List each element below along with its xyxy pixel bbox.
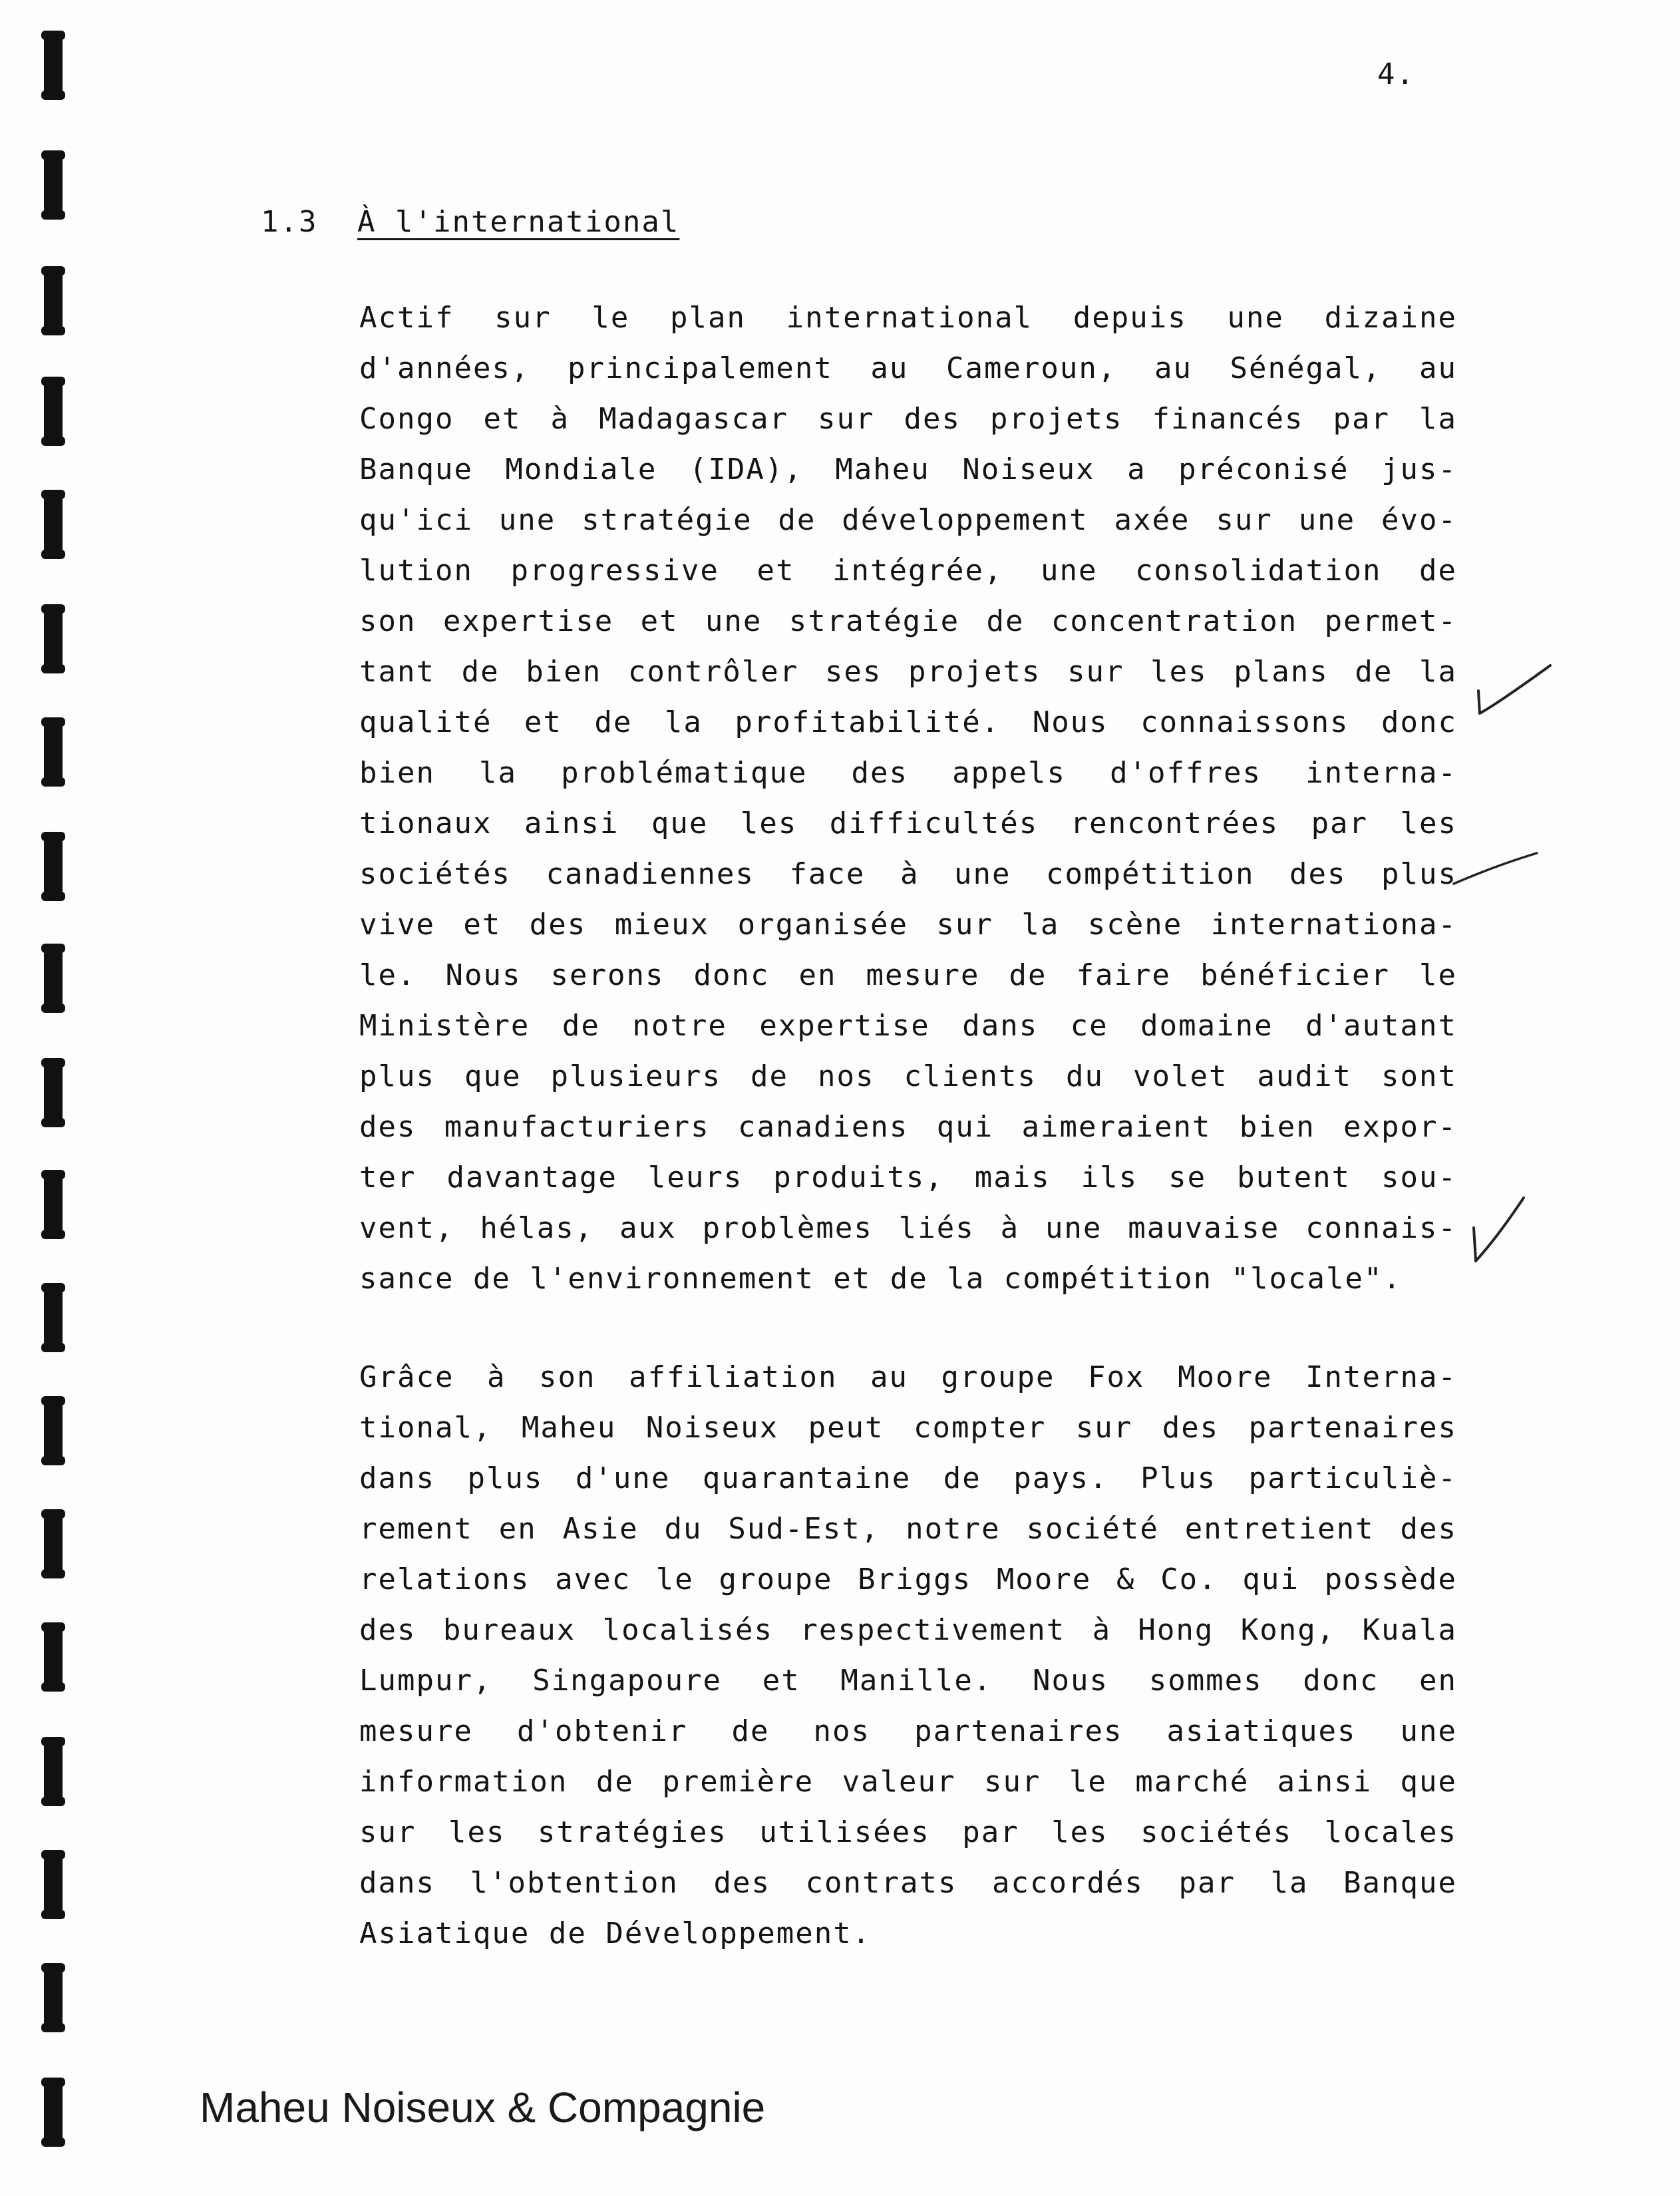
binding-mark [44,1171,63,1238]
text-line: tionaux ainsi que les difficultés rencontrées par les [359,807,1457,840]
binding-mark [44,152,63,218]
text-line: son expertise et une stratégie de concentration permet- [359,604,1457,638]
binding-mark [44,1964,63,2031]
section-title: À l'international [357,205,680,239]
text-line: sociétés canadiennes face à une compétition des plus [359,857,1457,891]
binding-mark [44,2079,63,2145]
text-line: bien la problématique des appels d'offres interna- [359,756,1457,790]
page-number: 4. [1377,57,1415,91]
text-line: Lumpur, Singapoure et Manille. Nous sommes donc en [359,1664,1457,1698]
text-line: plus que plusieurs de nos clients du volet audit sont [359,1059,1457,1093]
text-line: lution progressive et intégrée, une consolidation de [359,554,1457,588]
text-line: Grâce à son affiliation au groupe Fox Moore Interna- [359,1360,1457,1394]
text-line: qu'ici une stratégie de développement axée sur une évo- [359,503,1457,537]
section-number: 1.3 [261,205,318,239]
text-line: tional, Maheu Noiseux peut compter sur des partenaires [359,1411,1457,1445]
footer-firm-name: Maheu Noiseux & Compagnie [200,2084,766,2131]
text-line: information de première valeur sur le marché ainsi que [359,1765,1457,1799]
binding-mark [44,833,63,900]
paragraph-international-activity [359,293,1457,1304]
text-line: Asiatique de Développement. [359,1917,872,1950]
binding-mark [44,1738,63,1805]
binding-mark [44,1624,63,1690]
binding-mark [44,378,63,445]
binding-mark [44,1851,63,1918]
text-line: vive et des mieux organisée sur la scène internationa- [359,908,1457,942]
binding-mark [44,491,63,558]
section-heading [261,205,679,239]
text-line: qualité et de la profitabilité. Nous connaissons donc [359,705,1457,739]
paragraph-fox-moore-affiliation [359,1352,1457,1959]
text-line: Ministère de notre expertise dans ce domaine d'autant [359,1009,1457,1043]
text-line: sance de l'environnement et de la compétition "locale". [359,1262,1402,1296]
binding-mark [44,606,63,672]
text-line: relations avec le groupe Briggs Moore & Co. qui possède [359,1562,1457,1596]
text-line: des bureaux localisés respectivement à Hong Kong, Kuala [359,1613,1457,1647]
binding-mark [44,1284,63,1351]
text-line: rement en Asie du Sud-Est, notre société entretient des [359,1512,1457,1546]
checkmark-icon [1478,665,1550,713]
binding-mark [44,1397,63,1464]
text-line: Actif sur le plan international depuis une dizaine [359,301,1457,335]
binding-mark [44,945,63,1011]
text-line: Congo et à Madagascar sur des projets financés par la [359,402,1457,436]
binding-mark [44,32,63,98]
text-line: dans plus d'une quarantaine de pays. Plus particuliè- [359,1461,1457,1495]
text-line: ter davantage leurs produits, mais ils se butent sou- [359,1161,1457,1194]
text-line: dans l'obtention des contrats accordés par la Banque [359,1866,1457,1900]
text-line: d'années, principalement au Cameroun, au Sénégal, au [359,351,1457,385]
text-line: Banque Mondiale (IDA), Maheu Noiseux a préconisé jus- [359,453,1457,486]
binding-mark [44,268,63,334]
binding-mark [44,719,63,785]
text-line: le. Nous serons donc en mesure de faire bénéficier le [359,958,1457,992]
text-line: vent, hélas, aux problèmes liés à une mauvaise connais- [359,1211,1457,1245]
text-line: des manufacturiers canadiens qui aimeraient bien expor- [359,1110,1457,1144]
binding-mark [44,1511,63,1577]
binding-mark [44,1059,63,1126]
text-line: mesure d'obtenir de nos partenaires asiatiques une [359,1714,1457,1748]
pen-stroke-icon [1454,853,1537,884]
checkmark-icon [1474,1198,1524,1261]
text-line: tant de bien contrôler ses projets sur les plans de la [359,655,1457,689]
binding-holes [0,0,93,2196]
text-line: sur les stratégies utilisées par les sociétés locales [359,1815,1457,1849]
